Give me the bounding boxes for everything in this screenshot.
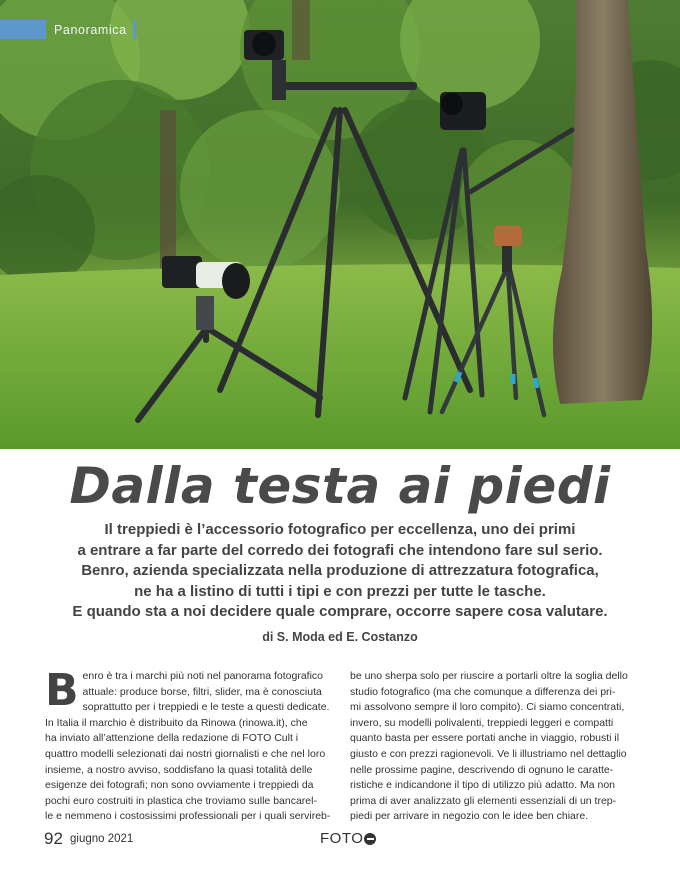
drop-cap: B [45, 665, 79, 716]
body-line: prima di aver analizzato gli elementi essenziali di un trep- [350, 794, 617, 807]
lede-line: Il treppiedi è l’accessorio fotografico per eccellenza, uno dei primi [104, 521, 576, 538]
body-line: ha inviato all’attenzione della redazione di FOTO Cult i [45, 732, 299, 745]
body-line: be uno sherpa solo per riuscire a portarli oltre la soglia dello [350, 670, 628, 682]
issue-date: giugno 2021 [70, 833, 134, 845]
lede-line: Benro, azienda specializzata nella produzione di attrezzatura fotografica, [81, 562, 599, 579]
lede-line: ne ha a listino di tutti i tipi e con prezzi per tutte le tasche. [134, 582, 546, 600]
body-line: soprattutto per i treppiedi e le teste a questi dedicate. [82, 701, 330, 714]
logo-text: FOTO [320, 830, 364, 847]
section-label: Panoramica [54, 22, 127, 37]
logo-mark-icon [364, 833, 376, 845]
body-line: esigenze dei fotografi; non sono ovviamente i treppiedi da [45, 779, 314, 792]
body-line: quattro modelli selezionati dai nostri giornalisti e che nel loro [45, 747, 326, 760]
page-footer [44, 829, 644, 853]
lede-line: a entrare a far parte del corredo dei fotografi che intendono fare sul serio. [77, 541, 603, 559]
body-line: studio fotografico (ma che comunque a differenza dei pri- [350, 685, 616, 698]
section-tag [0, 20, 136, 39]
section-tag-end [133, 20, 136, 39]
lede-line: E quando sta a noi decidere quale comprare, occorre sapere cosa valutare. [72, 603, 608, 620]
body-column-right [350, 669, 640, 825]
body-line: In Italia il marchio è distribuito da Rinowa (rinowa.it), che [45, 716, 308, 729]
body-line: giusto e con prezzi ragionevoli. Ve li illustriamo nel dettaglio [350, 747, 627, 760]
article-lede [30, 520, 650, 623]
body-line: ristiche e indicandone il tipo di utilizzo più adatto. Ma non [350, 779, 615, 792]
body-line: le e nemmeno i costosissimi professionali per i quali servireb- [45, 810, 331, 823]
body-line: enro è tra i marchi più noti nel panorama fotografico [82, 670, 324, 682]
body-line: quanto basta per essere portati anche in viaggio, robusti il [350, 732, 620, 745]
byline: di S. Moda ed E. Costanzo [262, 630, 418, 644]
body-line: insieme, a nostro avviso, soddisfano la quasi totalità delle [45, 763, 313, 776]
section-tag-bar [0, 20, 46, 39]
body-line: mi assolvono sempre il loro compito). Ci siamo concentrati, [350, 701, 625, 714]
magazine-logo [320, 830, 376, 847]
body-line: attuale: produce borse, filtri, slider, ma è conosciuta [82, 685, 322, 698]
body-line: invero, su modelli polivalenti, treppiedi leggeri e compatti [350, 716, 614, 729]
article-title: Dalla testa ai piedi [69, 457, 611, 515]
body-line: nelle prossime pagine, descrivendo di ognuno le caratte- [350, 763, 614, 776]
body-line: pochi euro costruiti in plastica che troviamo sulle bancarel- [45, 794, 317, 807]
body-line: piedi per arrivare in negozio con le idee ben chiare. [350, 810, 589, 823]
body-column-left [45, 665, 335, 825]
page-number: 92 [44, 829, 63, 848]
